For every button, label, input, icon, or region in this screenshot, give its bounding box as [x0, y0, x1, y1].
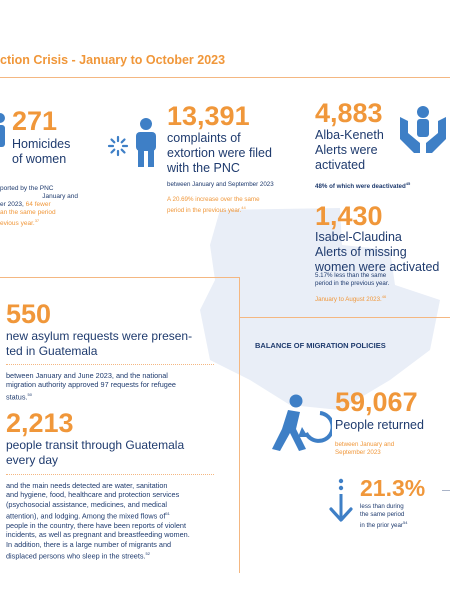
- dotted-divider: [6, 364, 214, 366]
- homicides-label: Homicides of women: [12, 137, 71, 166]
- section-divider: [0, 277, 240, 278]
- asylum-label: new asylum requests were presen- ted in Guatemala: [6, 329, 193, 358]
- isabel-period: January to August 2023.46: [315, 294, 387, 304]
- extortion-period: between January and September 2023: [167, 181, 274, 188]
- isabel-note: 5.17% less than the same period in the previous year.: [315, 272, 390, 287]
- extortion-label: complaints of extortion were filed with the PNC: [167, 131, 272, 175]
- sparkle-icon: [107, 135, 129, 157]
- hands-icon: [396, 103, 450, 161]
- migration-heading: BALANCE OF MIGRATION POLICIES: [255, 341, 386, 350]
- extortion-number: 13,391: [167, 101, 250, 131]
- asylum-body: between January and June 2023, and the national migration authority approved 97 requests for refugee status.$^{50}$: [6, 371, 176, 402]
- section-divider: [239, 277, 240, 573]
- homicides-note: ported by the PNC January and er 2023, 64 fewer an the same period evious year.$^{37}$: [0, 185, 78, 228]
- isabel-label: Isabel-Claudina Alerts of missing women were activated: [315, 230, 440, 274]
- person-icon: [133, 117, 159, 169]
- transit-number: 2,213: [6, 408, 74, 438]
- down-arrow-icon: [328, 478, 354, 524]
- returned-percent: 21.3%: [360, 475, 426, 501]
- returning-person-icon: [262, 393, 332, 453]
- transit-label: people transit through Guatemala every day: [6, 438, 185, 467]
- alba-number: 4,883: [315, 98, 383, 128]
- header-divider: [0, 77, 450, 78]
- person-icon: [0, 112, 8, 148]
- alba-note: 48% of which were deactivated$^{45}$: [315, 181, 411, 191]
- dotted-divider: [6, 474, 214, 476]
- homicides-number: 271: [12, 106, 58, 136]
- returned-period: between January and September 2023: [335, 441, 395, 456]
- returned-percent-note: less than during the same period in the prior year$^{54}$: [360, 503, 408, 530]
- isabel-number: 1,430: [315, 201, 383, 231]
- returned-label: People returned: [335, 418, 424, 432]
- edge-divider: [442, 490, 450, 491]
- section-divider: [240, 317, 450, 318]
- page-title: ction Crisis - January to October 2023: [0, 53, 226, 67]
- asylum-number: 550: [6, 299, 52, 329]
- extortion-note: A 20.69% increase over the same period in the previous year.$^{44}$: [167, 196, 260, 215]
- transit-body: and the main needs detected are water, sanitation and hygiene, food, healthcare and protection services (psychosocial assistance, medicines, and medical attention), and lodging. Among the mixed flows $of^{51}$ people in the country, there have been reports of violent incidents, as well as pregnant and breastfeeding women. In addition, there is a large number of migrants and displaced persons who sleep in the streets.$^{52}$: [6, 481, 190, 561]
- alba-label: Alba-Keneth Alerts were activated: [315, 128, 384, 172]
- returned-number: 59,067: [335, 387, 418, 417]
